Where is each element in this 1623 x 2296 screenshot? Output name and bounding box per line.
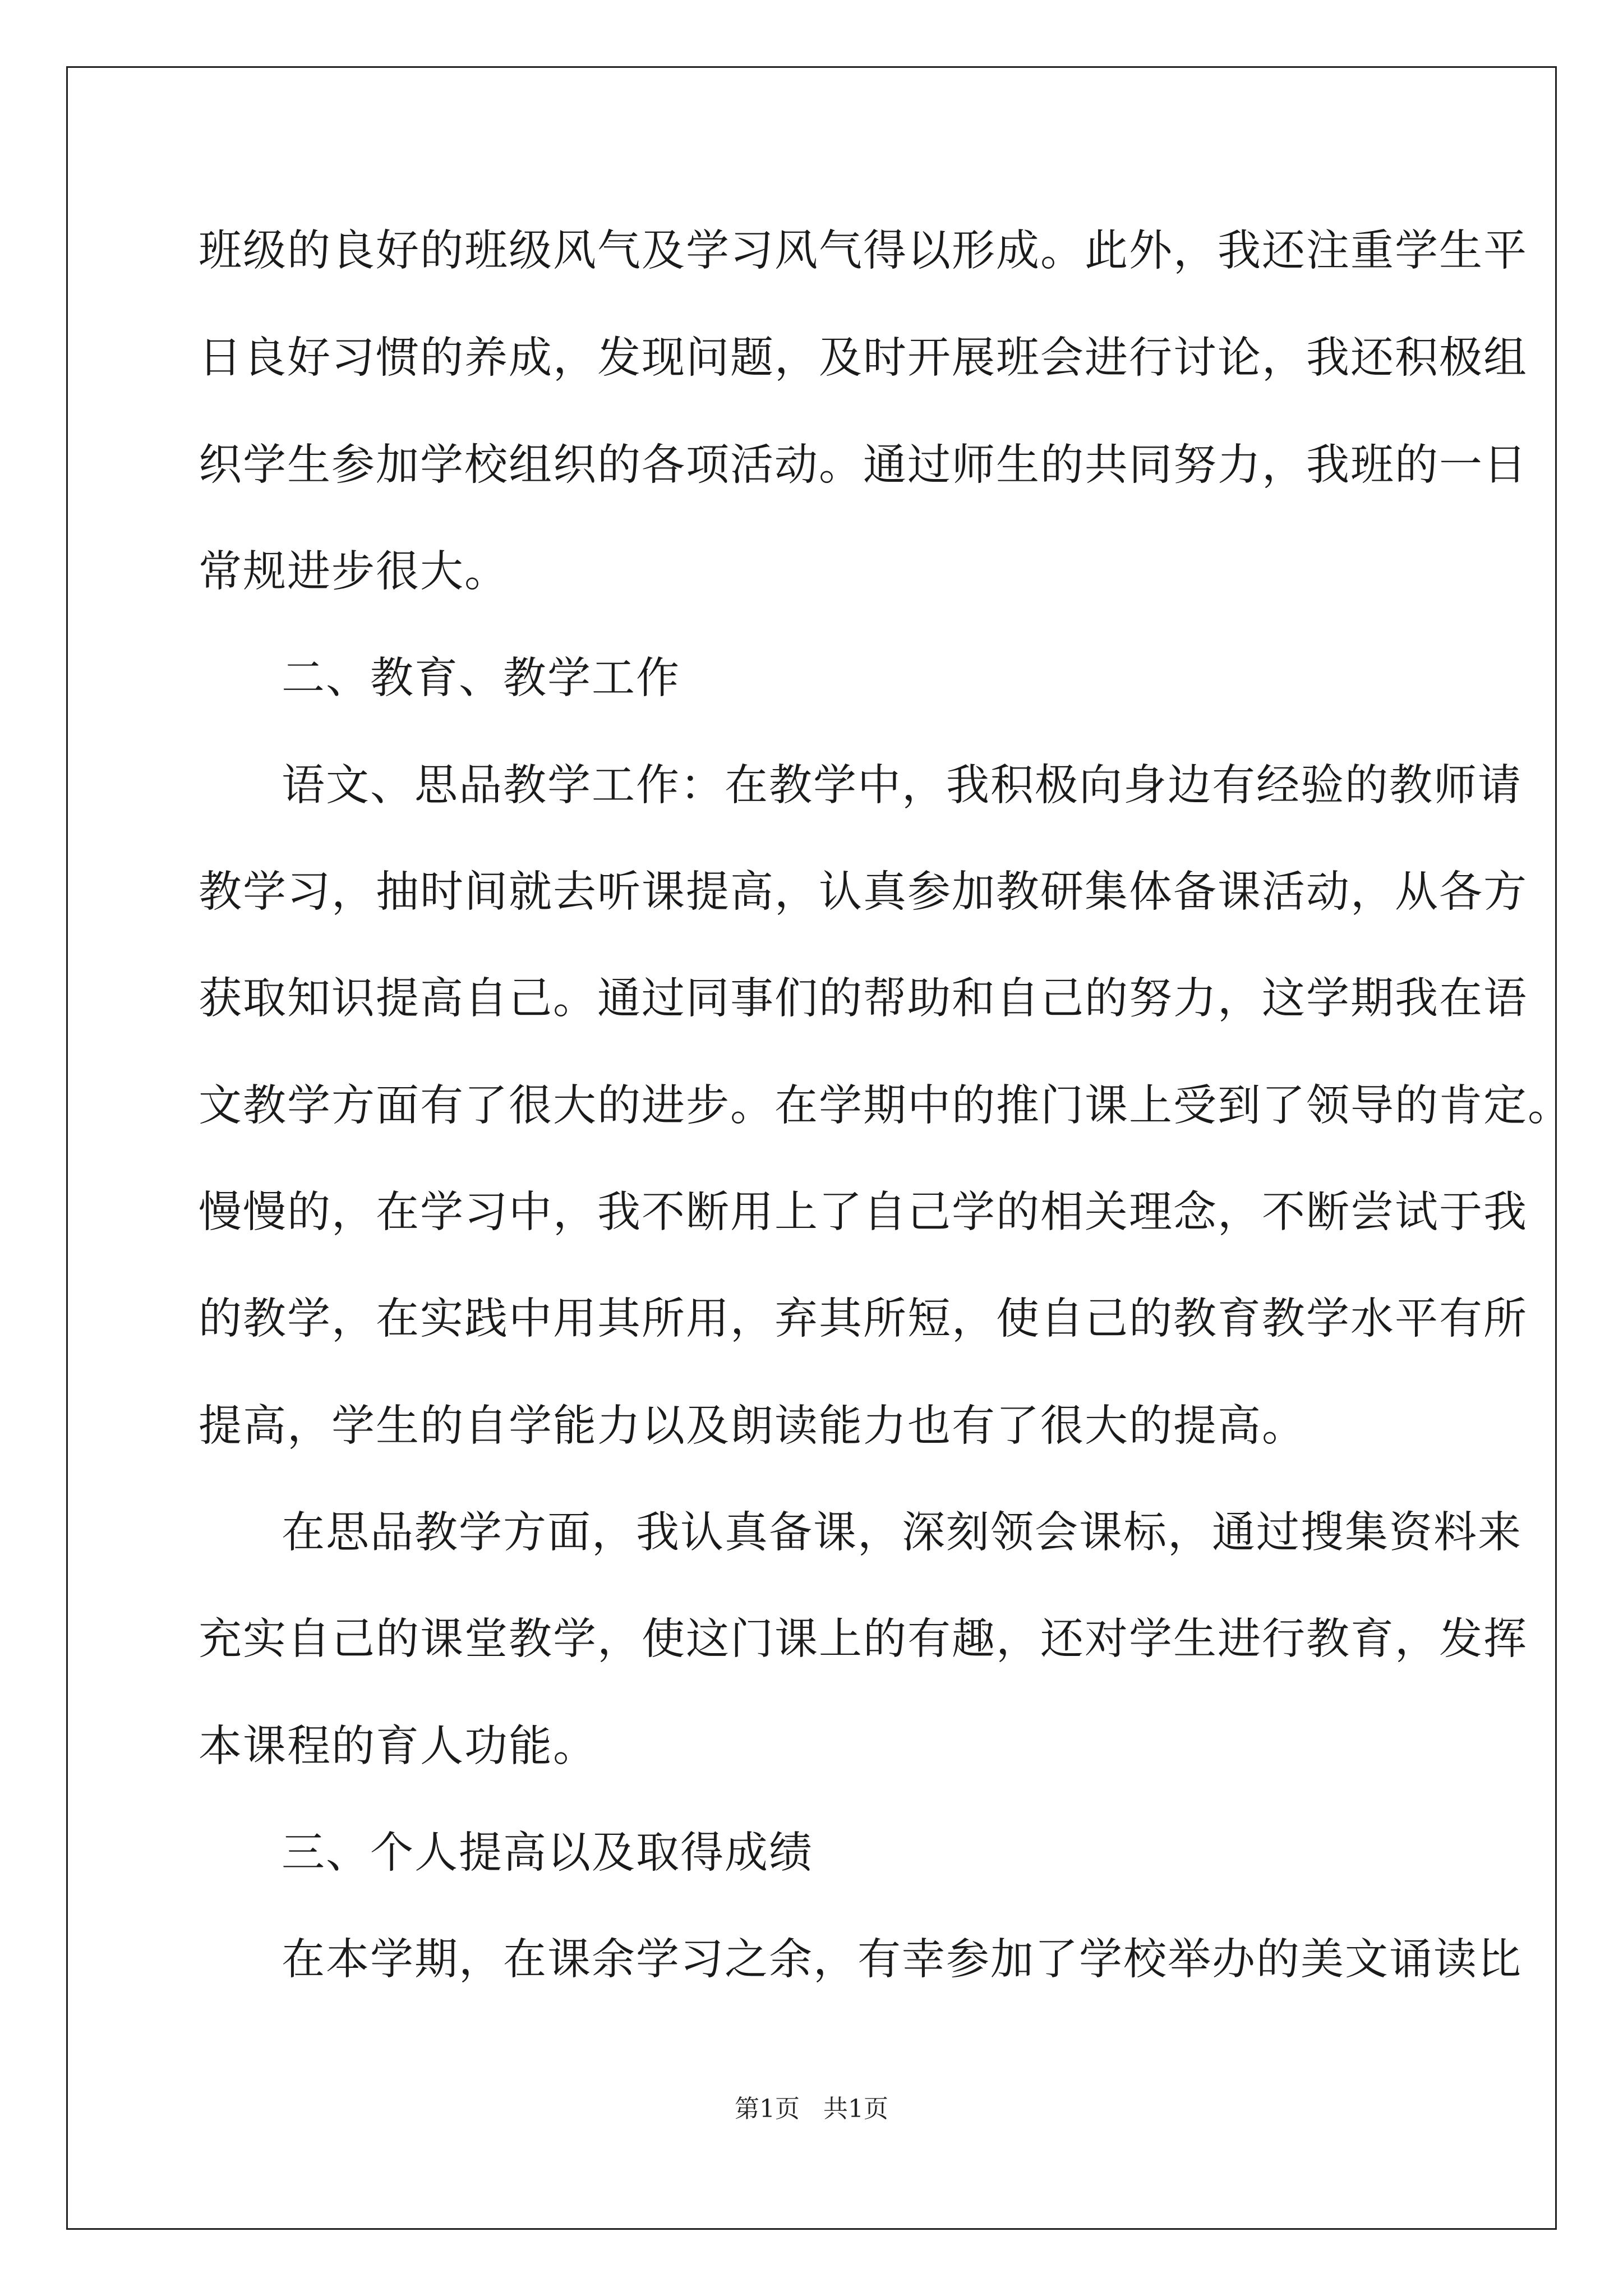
- page-total: 共1页: [823, 2095, 888, 2123]
- text-line: 教学习，抽时间就去听课提高，认真参加教研集体备课活动，从各方: [199, 867, 1528, 917]
- page-footer: [0, 2092, 1623, 2126]
- text-line: 获取知识提高自己。通过同事们的帮助和自己的努力，这学期我在语: [199, 974, 1528, 1024]
- section-heading: 三、个人提高以及取得成绩: [282, 1828, 813, 1878]
- text-line: 本课程的育人功能。: [199, 1722, 597, 1772]
- text-line: 在思品教学方面，我认真备课，深刻领会课标，通过搜集资料来: [282, 1508, 1522, 1558]
- text-line: 的教学，在实践中用其所用，弃其所短，使自己的教育教学水平有所: [199, 1294, 1528, 1344]
- text-line: 织学生参加学校组织的各项活动。通过师生的共同努力，我班的一日: [199, 440, 1528, 490]
- text-line: 充实自己的课堂教学，使这门课上的有趣，还对学生进行教育，发挥: [199, 1614, 1528, 1664]
- text-line: 语文、思品教学工作：在教学中，我积极向身边有经验的教师请: [282, 761, 1522, 811]
- section-heading: 二、教育、教学工作: [282, 654, 680, 703]
- text-line: 班级的良好的班级风气及学习风气得以形成。此外，我还注重学生平: [199, 226, 1528, 276]
- page-border: [66, 66, 1557, 2230]
- text-line: 文教学方面有了很大的进步。在学期中的推门课上受到了领导的肯定。: [199, 1081, 1572, 1131]
- text-line: 常规进步很大。: [199, 547, 509, 597]
- text-line: 日良好习惯的养成，发现问题，及时开展班会进行讨论，我还积极组: [199, 333, 1528, 383]
- text-line: 提高，学生的自学能力以及朗读能力也有了很大的提高。: [199, 1401, 1306, 1451]
- text-line: 慢慢的，在学习中，我不断用上了自己学的相关理念，不断尝试于我: [199, 1188, 1528, 1237]
- page-number: 第1页: [735, 2095, 800, 2123]
- text-line: 在本学期，在课余学习之余，有幸参加了学校举办的美文诵读比: [282, 1935, 1522, 1985]
